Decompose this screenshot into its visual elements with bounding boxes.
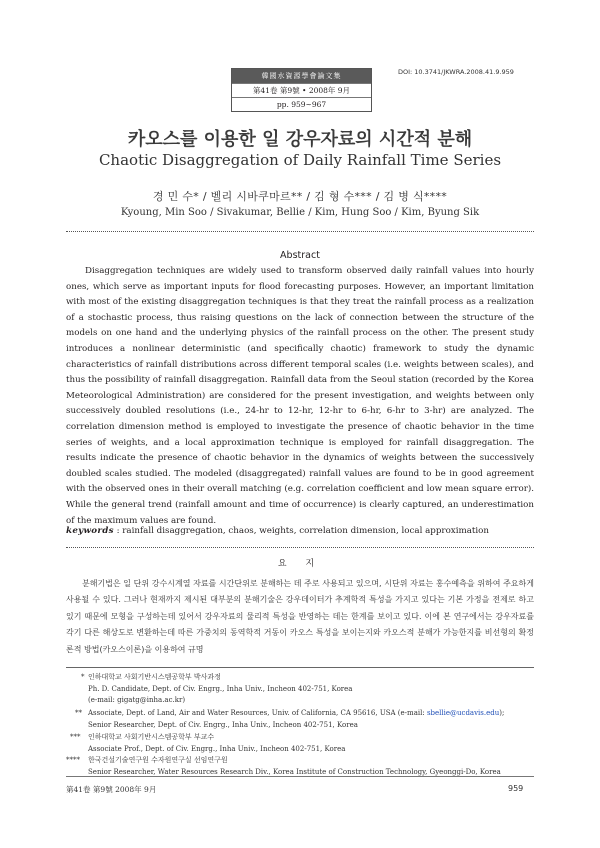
footnote-mark: * <box>81 673 85 681</box>
abstract-text: Disaggregation techniques are widely used to transform observed daily rainfall values into hourly ones, which serve as important inputs for flood forecasting purposes. However, an important limitation with most of the existing disaggregation techniques is that they treat the rainfall process as a realization of a stochastic process, thus raising questions on the lack of connection between the structure of the models on one hand and the underlying physics of the rainfall process on the other. The present study introduces a nonlinear deterministic (and specifically chaotic) framework to study the dynamic characteristics of rainfall distributions across different temporal scales (i.e. weights between scales), and thus the possibility of rainfall disaggregation. Rainfall data from the Seoul station (recorded by the Korea Meteorological Administration) are considered for the present investigation, and weights between only successively doubled resolutions (i.e., 24-hr to 12-hr, 12-hr to 6-hr, 6-hr to 3-hr) are analyzed. The correlation dimension method is employed to investigate the presence of chaotic behavior in the time series of weights, and a local approximation technique is employed for rainfall disaggregation. The results indicate the presence of chaotic behavior in the dynamics of weights between the successively doubled scales studied. The modeled (disaggregated) rainfall values are found to be in good agreement with the observed ones in their overall matching (e.g. correlation coefficient and low mean square error). While the general trend (rainfall amount and time of occurrence) is clearly captured, an underestimation of the maximum values are found. <box>66 266 534 526</box>
footnote-mark: *** <box>70 733 81 741</box>
title-korean: 카오스를 이용한 일 강우자료의 시간적 분해 <box>127 129 473 150</box>
footnote-text: ); <box>499 709 505 717</box>
summary-heading: 요 지 <box>277 559 323 569</box>
footnote-4 <box>66 755 538 778</box>
footnote-line: Senior Researcher, Water Resources Research Div., Korea Institute of Construction Technology, Gyeonggi-Do, Korea <box>88 767 501 776</box>
footer-journal-issue: 第41卷 第9號 2008年 9月 <box>66 785 157 794</box>
footnote-line: 한국건설기술연구원 수자원연구실 선임연구원 <box>88 756 228 764</box>
volume-issue: 第41卷 第9號 • 2008年 9月 <box>232 83 371 97</box>
footnote-line: Senior Researcher, Dept. of Civ. Engrg., Inha Univ., Incheon 402-751, Korea <box>88 720 358 729</box>
journal-name: 韓國水資源學會論文集 <box>232 69 371 83</box>
divider-top <box>66 231 534 232</box>
footnote-line <box>88 708 538 720</box>
page-range: pp. 959~967 <box>232 97 371 111</box>
keywords-text: rainfall disaggregation, chaos, weights, correlation dimension, local approximation <box>122 526 489 536</box>
divider-mid <box>66 547 534 548</box>
footnote-line: Associate Prof., Dept. of Civ. Engrg., Inha Univ., Incheon 402-751, Korea <box>88 744 346 753</box>
footnote-line: (e-mail: gigatg@inha.ac.kr) <box>88 696 186 704</box>
footnote-line: Ph. D. Candidate, Dept. of Civ. Engrg., Inha Univ., Incheon 402-751, Korea <box>88 684 353 693</box>
keywords-label: keywords <box>66 526 114 536</box>
keywords <box>66 526 536 536</box>
journal-header-box <box>231 68 372 112</box>
abstract-body <box>66 264 534 529</box>
footnote-line: 인하대학교 사회기반시스템공학부 부교수 <box>88 733 215 741</box>
email-link[interactable]: sbellie@ucdavis.edu <box>426 709 500 717</box>
authors-korean: 경 민 수* / 벨리 시바쿠마르** / 김 형 수*** / 김 병 식**** <box>152 190 448 203</box>
keywords-separator: : <box>113 526 123 536</box>
summary-text: 분해기법은 일 단위 강수시계열 자료를 시간단위로 분해하는 데 주로 사용되고 있으며, 시단위 자료는 홍수예측을 위하여 주요하게 사용될 수 있다. 그러나 현재까지 제시된 대부분의 분해기술은 강우데이터가 추계학적 특성을 가지고 있다는 기본 가정을 전제로 하고 있기 때문에 모형을 구성하는데 있어서 강우자료의 물리적 특성을 반영하는 데는 한계를 보이고 있다. 이에 본 연구에서는 강우자료를 각기 다른 해상도로 변환하는데 따른 가중치의 동역학적 거동이 카오스 특성을 보이는지와 카오스적 분해가 가능한지를 비선형의 확정론적 방법(카오스이론)을 이용하여 규명 <box>66 579 534 654</box>
footer-rule <box>66 776 534 777</box>
footnote-rule <box>66 667 534 668</box>
footnote-mark: ** <box>75 709 82 717</box>
footnote-text: Associate, Dept. of Land, Air and Water Resources, Univ. of California, CA 95616, USA (e-mail: <box>88 709 427 717</box>
page-number: 959 <box>508 784 524 793</box>
authors-english: Kyoung, Min Soo / Sivakumar, Bellie / Kim, Hung Soo / Kim, Byung Sik <box>120 207 480 218</box>
footnote-2 <box>75 708 538 731</box>
abstract-heading: Abstract <box>280 250 320 261</box>
footnote-mark: **** <box>66 756 80 764</box>
summary-body <box>66 576 534 658</box>
footnote-1 <box>81 672 538 707</box>
title-english: Chaotic Disaggregation of Daily Rainfall Time Series <box>98 151 502 169</box>
footnote-3 <box>70 732 538 755</box>
doi: DOI: 10.3741/JKWRA.2008.41.9.959 <box>398 68 514 76</box>
footnote-line: 인하대학교 사회기반시스템공학부 박사과정 <box>88 673 221 681</box>
